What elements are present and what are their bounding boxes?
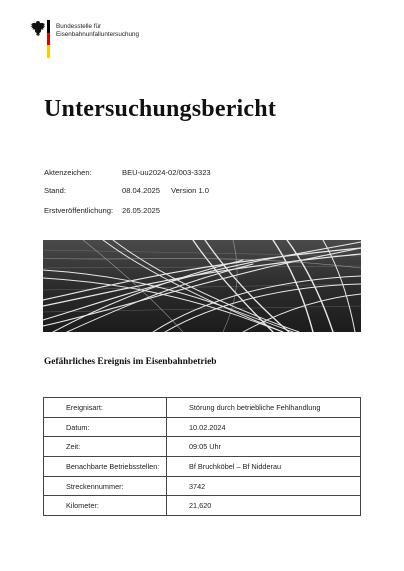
- table-row: [44, 437, 361, 457]
- aktenzeichen-value: BEU-uu2024-02/003-3323: [122, 168, 211, 177]
- kilometer-value: 21,620: [167, 496, 361, 516]
- datum-value: 10.02.2024: [167, 417, 361, 437]
- streckennummer-value: 3742: [167, 476, 361, 496]
- erstveroeffentlichung-label: Erstveröffentlichung:: [44, 206, 114, 215]
- zeit-label: Zeit:: [44, 437, 167, 457]
- ereignisart-value: Störung durch betriebliche Fehlhandlung: [167, 398, 361, 418]
- event-details-table: [43, 397, 361, 516]
- organization-name: [56, 23, 139, 39]
- table-row: [44, 476, 361, 496]
- org-name-line-1: Bundesstelle für: [56, 23, 102, 30]
- org-name-line-2: Eisenbahnunfalluntersuchung: [56, 31, 139, 38]
- stand-label: Stand:: [44, 186, 66, 195]
- table-row: [44, 398, 361, 418]
- ereignisart-label: Ereignisart:: [44, 398, 167, 418]
- betriebsstellen-label: Benachbarte Betriebsstellen:: [44, 457, 167, 477]
- railway-tracks-image: [43, 240, 361, 332]
- betriebsstellen-value: Bf Bruchköbel – Bf Nidderau: [167, 457, 361, 477]
- railway-tracks-photo: [43, 240, 361, 332]
- aktenzeichen-label: Aktenzeichen:: [44, 168, 92, 177]
- document-title: Untersuchungsbericht: [44, 96, 277, 122]
- event-heading: Gefährliches Ereignis im Eisenbahnbetrieb: [44, 357, 217, 367]
- table-row: [44, 496, 361, 516]
- version-value: Version 1.0: [171, 186, 209, 195]
- zeit-value: 09:05 Uhr: [167, 437, 361, 457]
- federal-eagle-icon: [30, 20, 46, 38]
- streckennummer-label: Streckennummer:: [44, 476, 167, 496]
- table-row: [44, 417, 361, 437]
- stand-value: 08.04.2025: [122, 186, 161, 195]
- kilometer-label: Kilometer:: [44, 496, 167, 516]
- datum-label: Datum:: [44, 417, 167, 437]
- erstveroeffentlichung-value: 26.05.2025: [122, 206, 161, 215]
- german-flag-bar: [47, 20, 50, 58]
- table-row: [44, 457, 361, 477]
